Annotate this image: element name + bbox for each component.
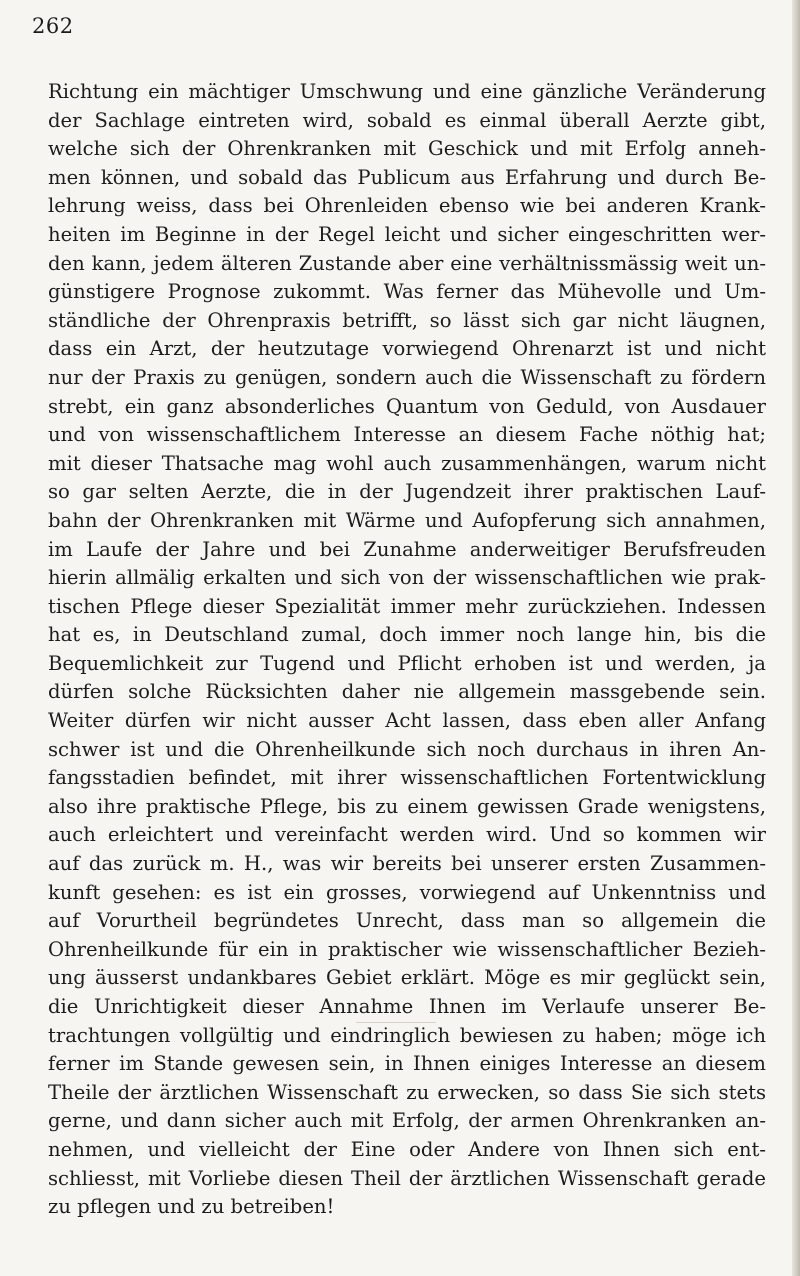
text-line: ung äusserst undankbares Gebiet erklärt. Möge es mir geglückt sein, xyxy=(48,966,766,990)
text-line: men können, und sobald das Publicum aus Erfahrung und durch Be- xyxy=(48,165,766,189)
text-line: tischen Pflege dieser Spezialität immer mehr zurückziehen. Indessen xyxy=(48,594,766,618)
text-line: auf das zurück m. H., was wir bereits bei unserer ersten Zusammen- xyxy=(48,852,766,876)
text-line: Weiter dürfen wir nicht ausser Acht lassen, dass eben aller Anfang xyxy=(48,709,766,733)
text-line: hierin allmälig erkalten und sich von der wissenschaftlichen wie prak- xyxy=(48,566,766,590)
text-line: lehrung weiss, dass bei Ohrenleiden ebenso wie bei anderen Krank- xyxy=(48,194,766,218)
text-line: schliesst, mit Vorliebe diesen Theil der ärztlichen Wissenschaft gerade xyxy=(48,1166,766,1190)
text-line: trachtungen vollgültig und eindringlich bewiesen zu haben; möge ich xyxy=(48,1023,766,1047)
text-line: bahn der Ohrenkranken mit Wärme und Aufopferung sich annahmen, xyxy=(48,508,766,532)
text-line: auch erleichtert und vereinfacht werden wird. Und so kommen wir xyxy=(48,823,766,847)
text-line: nehmen, und vielleicht der Eine oder Andere von Ihnen sich ent- xyxy=(48,1137,766,1161)
text-line: Richtung ein mächtiger Umschwung und eine gänzliche Veränderung xyxy=(48,80,766,103)
text-line: im Laufe der Jahre und bei Zunahme anderweitiger Berufsfreuden xyxy=(48,537,766,561)
text-line: mit dieser Thatsache mag wohl auch zusammenhängen, warum nicht xyxy=(48,451,766,475)
text-line: also ihre praktische Pflege, bis zu einem gewissen Grade wenigstens, xyxy=(48,794,766,818)
text-line: hat es, in Deutschland zumal, doch immer noch lange hin, bis die xyxy=(48,623,766,647)
text-line: und von wissenschaftlichem Interesse an diesem Fache nöthig hat; xyxy=(48,423,766,447)
text-line-last: zu pflegen und zu betreiben! xyxy=(48,1195,335,1219)
text-line: der Sachlage eintreten wird, sobald es einmal überall Aerzte gibt, xyxy=(48,108,766,132)
text-line: welche sich der Ohrenkranken mit Geschick und mit Erfolg anneh- xyxy=(48,137,766,161)
body-text xyxy=(48,78,766,1222)
text-line: so gar selten Aerzte, die in der Jugendzeit ihrer praktischen Lauf- xyxy=(48,480,766,504)
text-line: kunft gesehen: es ist ein grosses, vorwiegend auf Unkenntniss und xyxy=(48,880,766,904)
text-line: dürfen solche Rücksichten daher nie allgemein massgebende sein. xyxy=(48,680,766,704)
text-line: ständliche der Ohrenpraxis betrifft, so lässt sich gar nicht läugnen, xyxy=(48,308,766,332)
text-line: auf Vorurtheil begründetes Unrecht, dass man so allgemein die xyxy=(48,909,766,933)
text-line: schwer ist und die Ohrenheilkunde sich noch durchaus in ihren An- xyxy=(48,737,766,761)
text-line: die Unrichtigkeit dieser Annahme Ihnen im Verlaufe unserer Be- xyxy=(48,995,766,1018)
text-line: günstigere Prognose zukommt. Was ferner das Mühevolle und Um- xyxy=(48,280,766,304)
page-number: 262 xyxy=(32,14,74,38)
text-line: Theile der ärztlichen Wissenschaft zu erwecken, so dass Sie sich stets xyxy=(48,1080,766,1104)
text-line: Ohrenheilkunde für ein in praktischer wie wissenschaftlicher Bezieh- xyxy=(48,937,766,961)
text-line: gerne, und dann sicher auch mit Erfolg, der armen Ohrenkranken an- xyxy=(48,1109,766,1133)
text-line: heiten im Beginne in der Regel leicht und sicher eingeschritten wer- xyxy=(48,222,766,246)
text-line: dass ein Arzt, der heutzutage vorwiegend Ohrenarzt ist und nicht xyxy=(48,337,766,361)
text-line: nur der Praxis zu genügen, sondern auch die Wissenschaft zu fördern xyxy=(48,365,766,389)
page-edge xyxy=(792,0,800,1276)
text-line: strebt, ein ganz absonderliches Quantum von Geduld, von Ausdauer xyxy=(48,394,766,418)
text-line: den kann, jedem älteren Zustande aber eine verhältnissmässig weit un- xyxy=(48,251,766,275)
text-line: fangsstadien befindet, mit ihrer wissenschaftlichen Fortentwicklung xyxy=(48,766,766,790)
text-line: ferner im Stande gewesen sein, in Ihnen einiges Interesse an diesem xyxy=(48,1052,766,1076)
divider xyxy=(356,1022,436,1023)
text-line: Bequemlichkeit zur Tugend und Pflicht erhoben ist und werden, ja xyxy=(48,651,766,675)
